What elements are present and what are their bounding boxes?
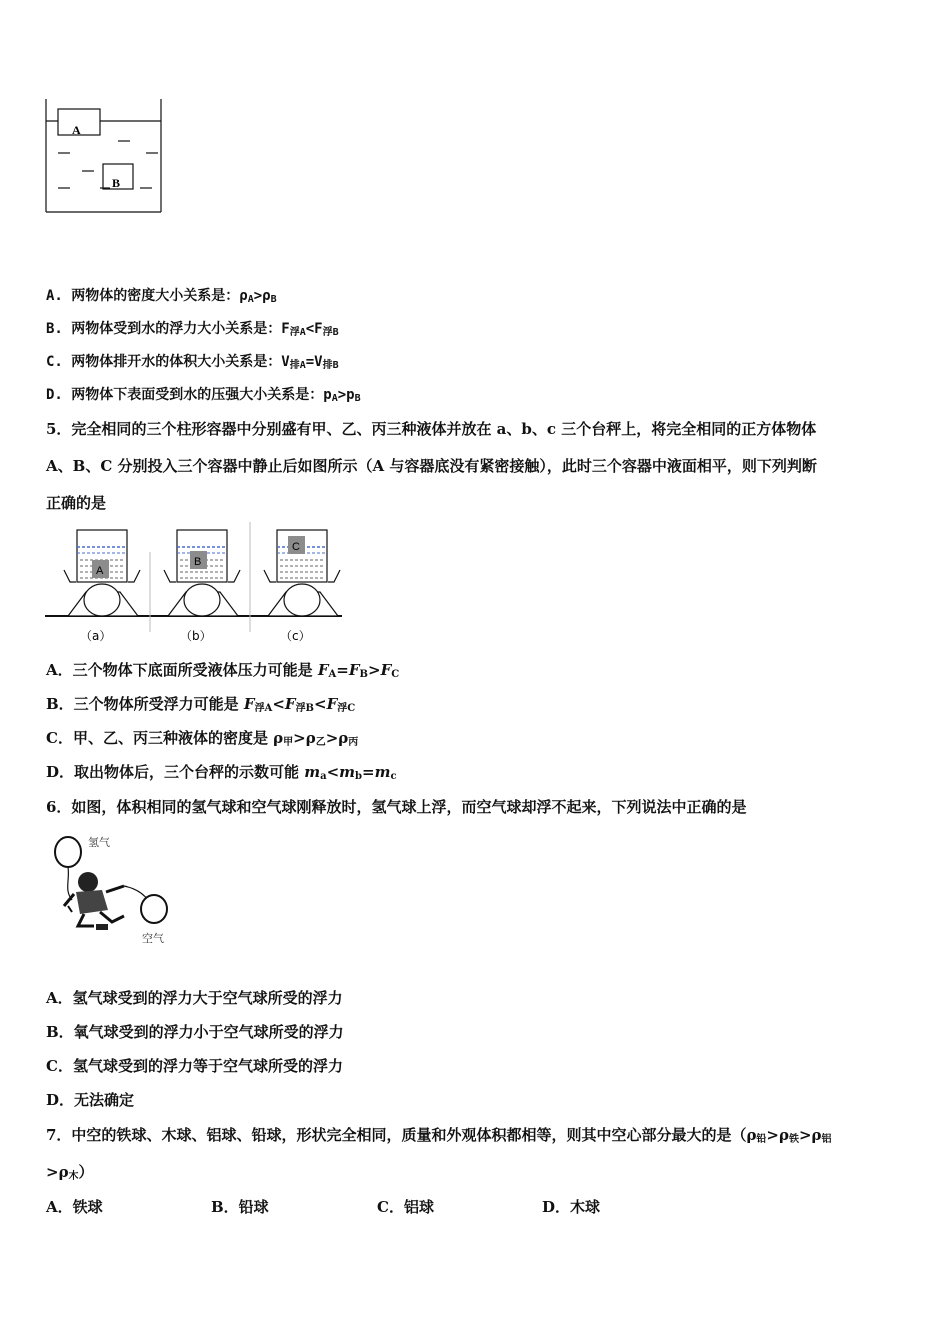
q6-figure (50, 830, 190, 950)
q5-b-f1: F (243, 695, 255, 713)
q6-option-b: B．氧气球受到的浮力小于空气球所受的浮力 (46, 1023, 344, 1041)
q7-option-b: B．铅球 (211, 1198, 269, 1216)
q7-line2-pre: >ρ (46, 1163, 69, 1181)
q7-line2-post: ） (78, 1163, 94, 1181)
q5-b-s3: 浮C (337, 703, 356, 714)
q7-gt2: >ρ (798, 1126, 822, 1144)
q5-b-lt2: < (314, 695, 327, 713)
q7-s3: 铝 (821, 1134, 832, 1145)
q4-option-c-sub1: 排A (289, 360, 306, 371)
q5-d-s2: b (355, 771, 363, 782)
q4-option-b-mid: <F (305, 321, 323, 337)
q4-option-d-mid: >p (337, 387, 355, 403)
scale-b (164, 530, 240, 616)
q7-stem-pre: 7．中空的铁球、木球、铝球、铅球，形状完全相同，质量和外观体积都相等，则其中空心部分最大的是（ρ (46, 1126, 757, 1144)
q7-option-d: D．木球 (542, 1198, 601, 1216)
caption-a: （a） (80, 629, 112, 643)
q4-option-a (46, 286, 277, 310)
hydrogen-label: 氢气 (88, 836, 110, 849)
q5-d-m3: m (374, 763, 391, 781)
block-a-label: A (72, 123, 81, 137)
q4-option-c-sub2: 排B (322, 360, 339, 371)
scale-c (264, 530, 340, 616)
q5-option-d (46, 762, 397, 787)
q5-option-d-pre: D．取出物体后，三个台秤的示数可能 (46, 763, 305, 781)
q5-figure (42, 522, 352, 647)
q5-stem-line1: 5．完全相同的三个柱形容器中分别盛有甲、乙、丙三种液体并放在 a、b、c 三个台秤上，将完全相同的正方体物体 (46, 420, 817, 438)
block-b-label-q5: B (194, 556, 202, 568)
q5-b-s2: 浮B (295, 703, 315, 714)
q5-c-s3: 丙 (348, 737, 359, 748)
block-c-label-q5: C (292, 541, 300, 553)
q5-b-lt1: < (272, 695, 285, 713)
q5-a-s3: C (391, 669, 400, 680)
q5-b-f3: F (326, 695, 338, 713)
block-a-label-q5: A (96, 565, 104, 577)
q4-option-d-text: D. 两物体下表面受到水的压强大小关系是：p (46, 387, 332, 403)
q7-option-c: C．铝球 (377, 1198, 434, 1216)
q7-stem-line1 (46, 1125, 832, 1150)
q4-option-d (46, 385, 361, 409)
caption-c: （c） (280, 629, 311, 643)
q5-d-m1: m (304, 763, 321, 781)
q5-a-gt: > (367, 661, 381, 679)
q5-a-f2: F (348, 661, 360, 679)
q7-option-a: A．铁球 (46, 1198, 103, 1216)
q4-option-a-text: A. 两物体的密度大小关系是：ρ (46, 288, 248, 304)
caption-b: （b） (180, 629, 212, 643)
q5-d-eq: = (362, 763, 375, 781)
air-balloon-icon (124, 886, 167, 923)
q5-option-c-pre: C．甲、乙、丙三种液体的密度是 ρ (46, 729, 284, 747)
q4-option-d-sub2: B (354, 393, 361, 404)
q5-b-f2: F (284, 695, 296, 713)
q4-option-a-mid: >ρ (253, 288, 271, 304)
q7-gt1: >ρ (766, 1126, 789, 1144)
q5-option-a-pre: A．三个物体下底面所受液体压力可能是 (46, 661, 318, 679)
q5-a-f1: F (317, 661, 329, 679)
q5-c-gt1: >ρ (293, 729, 316, 747)
q6-option-a: A．氢气球受到的浮力大于空气球所受的浮力 (46, 989, 343, 1007)
q5-a-s1: A (328, 669, 337, 680)
q5-c-s2: 乙 (315, 737, 326, 748)
q4-option-b-sub2: 浮B (322, 327, 339, 338)
q5-d-m2: m (339, 763, 356, 781)
q4-option-b-text: B. 两物体受到水的浮力大小关系是：F (46, 321, 290, 337)
q7-s2: 铁 (788, 1134, 799, 1145)
q6-option-c: C．氢气球受到的浮力等于空气球所受的浮力 (46, 1057, 343, 1075)
q4-option-c (46, 352, 339, 376)
q5-option-a (46, 660, 399, 685)
q5-c-gt2: >ρ (325, 729, 349, 747)
q5-option-c (46, 728, 358, 753)
q4-option-b-sub1: 浮A (289, 327, 306, 338)
q4-option-b (46, 319, 339, 343)
q4-option-d-sub1: A (331, 393, 338, 404)
q6-stem: 6．如图，体积相同的氢气球和空气球刚释放时，氢气球上浮，而空气球却浮不起来，下列说法中正确的是 (46, 798, 747, 816)
child-figure-icon (64, 872, 124, 930)
q7-stem-line2 (46, 1162, 94, 1187)
q6-option-d: D．无法确定 (46, 1091, 135, 1109)
q5-a-eq: = (336, 661, 349, 679)
q5-option-b-pre: B．三个物体所受浮力可能是 (46, 695, 244, 713)
q7-s1: 铅 (756, 1134, 767, 1145)
q5-stem-line3: 正确的是 (46, 494, 107, 512)
q4-option-a-sub2: B (270, 294, 277, 305)
q7-s4: 木 (68, 1171, 79, 1182)
q5-b-s1: 浮A (254, 703, 273, 714)
q4-figure (40, 95, 170, 220)
q4-option-a-sub1: A (247, 294, 254, 305)
block-b-label: B (112, 176, 121, 190)
q4-option-c-mid: =V (305, 354, 323, 370)
q5-c-s1: 甲 (283, 737, 294, 748)
q5-d-lt: < (326, 763, 340, 781)
q5-d-s3: c (390, 771, 397, 782)
air-label: 空气 (142, 932, 164, 945)
q5-stem-line2: A、B、C 分别投入三个容器中静止后如图所示（A 与容器底没有紧密接触），此时三个容器中液面相平，则下列判断 (46, 457, 817, 475)
hydrogen-balloon-icon (55, 837, 81, 900)
q4-option-c-text: C. 两物体排开水的体积大小关系是：V (46, 354, 290, 370)
q5-a-s2: B (359, 669, 368, 680)
q5-a-f3: F (380, 661, 392, 679)
q5-option-b (46, 694, 355, 719)
q5-d-s1: a (320, 771, 327, 782)
